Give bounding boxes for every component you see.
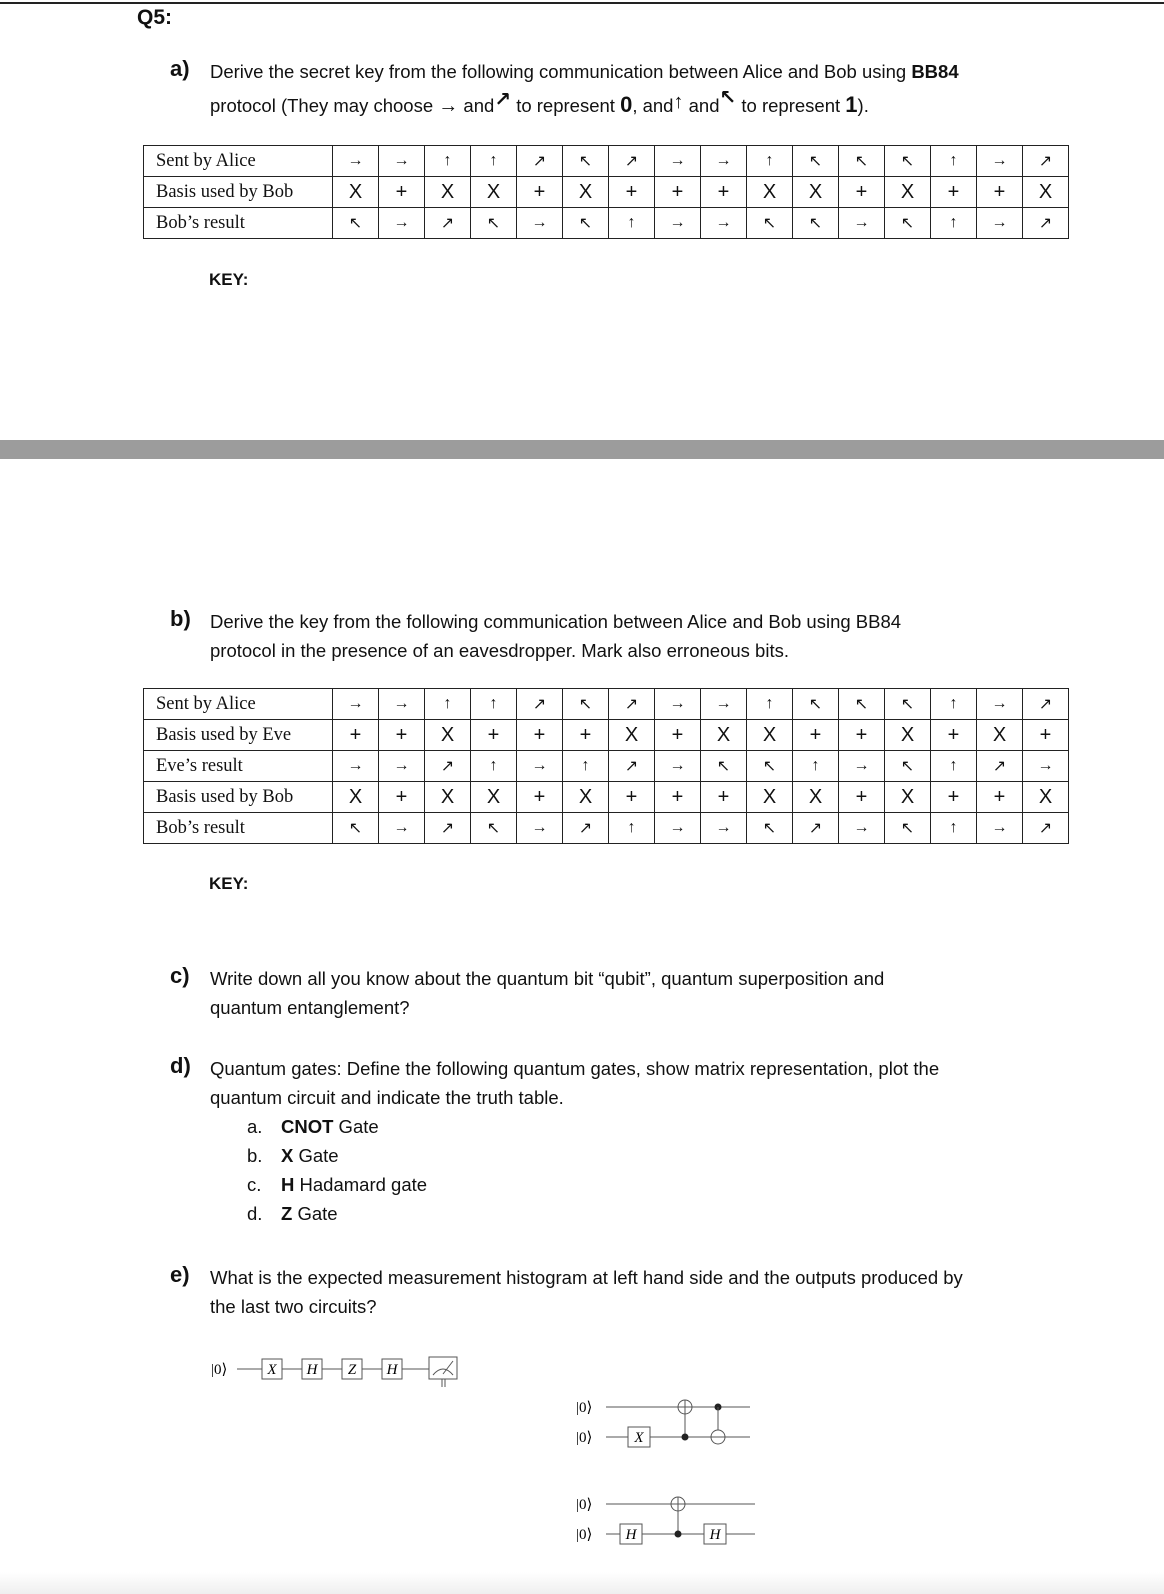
table-cell: → (701, 689, 747, 720)
and-word: and (458, 95, 495, 116)
table-cell: ↖ (747, 813, 793, 844)
measurement-meter-icon (429, 1357, 457, 1387)
table-cell: ↗ (425, 751, 471, 782)
table-cell: ↖ (885, 689, 931, 720)
table-cell: → (333, 146, 379, 177)
table-cell: X (885, 177, 931, 208)
part-e-line2: the last two circuits? (210, 1296, 377, 1317)
zero-bit: 0 (620, 92, 633, 117)
gate-h: H (386, 1362, 398, 1378)
table-cell: X (701, 720, 747, 751)
bottom-fade (0, 1572, 1164, 1594)
bb84-table-b (143, 688, 1069, 844)
table-cell: → (839, 208, 885, 239)
table-cell: + (655, 177, 701, 208)
table-cell: X (977, 720, 1023, 751)
table-cell: → (701, 813, 747, 844)
table-cell: ↗ (609, 146, 655, 177)
table-cell: ↗ (425, 813, 471, 844)
table-cell: + (839, 720, 885, 751)
part-a-text (210, 57, 1150, 121)
list-item: a. CNOT Gate (247, 1116, 379, 1137)
table-cell: X (747, 177, 793, 208)
table-cell: → (379, 813, 425, 844)
arrow-nw-icon: ↖ (719, 87, 737, 109)
list-item: c. H Hadamard gate (247, 1174, 428, 1195)
ket-zero: |0⟩ (576, 1400, 593, 1416)
table-cell: X (885, 782, 931, 813)
table-cell: ↖ (471, 813, 517, 844)
table-cell: + (931, 782, 977, 813)
table-cell: → (379, 146, 425, 177)
table-cell: → (333, 689, 379, 720)
table-row (144, 751, 1069, 782)
part-b-line2: protocol in the presence of an eavesdropper. Mark also erroneous bits. (210, 640, 789, 661)
table-cell: ↑ (931, 208, 977, 239)
gate-x: X (267, 1362, 277, 1378)
table-cell: → (701, 146, 747, 177)
part-c-line2: quantum entanglement? (210, 997, 410, 1018)
table-cell: X (563, 177, 609, 208)
gate-h: H (709, 1527, 721, 1543)
table-cell: → (839, 751, 885, 782)
table-cell: + (701, 782, 747, 813)
ket-zero: |0⟩ (576, 1527, 593, 1543)
table-cell: + (839, 782, 885, 813)
part-c-line1: Write down all you know about the quantum bit “qubit”, quantum superposition and (210, 968, 885, 989)
table-cell: → (333, 751, 379, 782)
table-cell: ↗ (609, 751, 655, 782)
table-cell: → (655, 751, 701, 782)
table-cell: ↖ (747, 208, 793, 239)
table-cell: + (655, 782, 701, 813)
table-cell: → (655, 813, 701, 844)
table-cell: X (425, 782, 471, 813)
table-cell: X (747, 720, 793, 751)
table-cell: ↑ (931, 689, 977, 720)
key-label-a: KEY: (209, 270, 249, 289)
table-cell: → (977, 208, 1023, 239)
table-cell: ↑ (609, 813, 655, 844)
table-cell: X (793, 782, 839, 813)
table-cell: X (471, 782, 517, 813)
row-label: Basis used by Eve (144, 720, 333, 751)
one-bit: 1 (845, 92, 858, 117)
table-row (144, 720, 1069, 751)
table-row (144, 208, 1069, 239)
gate-z: Z (347, 1362, 357, 1378)
row-label: Bob’s result (144, 813, 333, 844)
ket-zero: |0⟩ (211, 1362, 228, 1378)
table-cell: ↖ (333, 208, 379, 239)
part-a-line1: Derive the secret key from the following communication between Alice and Bob using (210, 61, 912, 82)
arrow-right-icon: → (438, 95, 459, 117)
table-cell: + (379, 177, 425, 208)
table-cell: ↑ (425, 146, 471, 177)
part-d-text (210, 1054, 1150, 1112)
gate-list (247, 1112, 427, 1228)
table-cell: + (1023, 720, 1069, 751)
table-cell: → (701, 208, 747, 239)
to-represent-zero: to represent (511, 95, 621, 116)
table-cell: X (609, 720, 655, 751)
table-cell: → (379, 689, 425, 720)
table-cell: + (931, 177, 977, 208)
part-d-line2: quantum circuit and indicate the truth table. (210, 1087, 564, 1108)
table-cell: + (471, 720, 517, 751)
table-cell: → (1023, 751, 1069, 782)
table-cell: → (517, 813, 563, 844)
table-cell: ↗ (609, 689, 655, 720)
table-cell: X (563, 782, 609, 813)
top-rule (0, 2, 1164, 4)
row-label: Sent by Alice (144, 146, 333, 177)
table-cell: ↗ (425, 208, 471, 239)
row-label: Basis used by Bob (144, 177, 333, 208)
key-label-b: KEY: (209, 874, 249, 893)
list-item: b. X Gate (247, 1145, 339, 1166)
table-cell: + (563, 720, 609, 751)
row-label: Sent by Alice (144, 689, 333, 720)
table-cell: X (1023, 177, 1069, 208)
list-item: d. Z Gate (247, 1203, 338, 1224)
table-cell: + (517, 782, 563, 813)
table-cell: ↑ (747, 146, 793, 177)
circuit-h-cnot-h (570, 1492, 770, 1552)
table-cell: ↑ (471, 146, 517, 177)
table-cell: X (1023, 782, 1069, 813)
table-cell: + (655, 720, 701, 751)
gate-x: X (634, 1430, 644, 1446)
table-cell: ↖ (885, 208, 931, 239)
arrow-ne-icon: ↗ (494, 89, 512, 111)
table-cell: ↖ (885, 146, 931, 177)
table-cell: ↖ (793, 146, 839, 177)
table-cell: ↑ (609, 208, 655, 239)
table-cell: X (793, 177, 839, 208)
table-cell: + (793, 720, 839, 751)
table-cell: ↑ (793, 751, 839, 782)
table-cell: + (931, 720, 977, 751)
table-cell: ↗ (977, 751, 1023, 782)
table-cell: → (977, 146, 1023, 177)
table-cell: ↑ (931, 751, 977, 782)
table-cell: ↗ (563, 813, 609, 844)
table-cell: → (517, 751, 563, 782)
table-cell: + (379, 782, 425, 813)
part-a-bb84: BB84 (911, 61, 959, 82)
table-cell: ↗ (517, 689, 563, 720)
row-label: Eve’s result (144, 751, 333, 782)
table-cell: + (517, 177, 563, 208)
table-cell: ↖ (885, 813, 931, 844)
table-cell: X (333, 177, 379, 208)
table-cell: X (333, 782, 379, 813)
table-cell: + (701, 177, 747, 208)
part-b-text (210, 607, 1150, 665)
table-cell: ↖ (471, 208, 517, 239)
table-cell: → (655, 208, 701, 239)
table-cell: ↑ (425, 689, 471, 720)
page-separator (0, 440, 1164, 459)
table-cell: ↖ (563, 208, 609, 239)
row-label: Bob’s result (144, 208, 333, 239)
table-row (144, 177, 1069, 208)
question-number: Q5: (137, 6, 173, 29)
table-cell: ↗ (1023, 208, 1069, 239)
table-cell: ↖ (563, 146, 609, 177)
part-c-letter: c) (170, 963, 190, 988)
table-cell: ↖ (885, 751, 931, 782)
table-row (144, 782, 1069, 813)
table-cell: ↖ (839, 146, 885, 177)
table-cell: ↑ (931, 146, 977, 177)
table-cell: X (425, 177, 471, 208)
table-cell: ↗ (1023, 689, 1069, 720)
table-cell: ↖ (701, 751, 747, 782)
table-cell: ↖ (747, 751, 793, 782)
table-cell: + (977, 177, 1023, 208)
table-cell: ↑ (747, 689, 793, 720)
table-cell: ↖ (793, 208, 839, 239)
table-cell: ↗ (517, 146, 563, 177)
table-cell: + (839, 177, 885, 208)
table-cell: → (977, 813, 1023, 844)
ket-zero: |0⟩ (576, 1430, 593, 1446)
table-cell: → (977, 689, 1023, 720)
table-cell: → (379, 208, 425, 239)
table-cell: ↗ (793, 813, 839, 844)
table-cell: → (655, 146, 701, 177)
table-cell: ↖ (333, 813, 379, 844)
part-e-text (210, 1263, 1150, 1321)
table-cell: X (885, 720, 931, 751)
and-word: , and (632, 95, 674, 116)
table-cell: + (609, 782, 655, 813)
table-cell: + (379, 720, 425, 751)
table-cell: X (425, 720, 471, 751)
bb84-table-a (143, 145, 1069, 239)
table-cell: → (379, 751, 425, 782)
part-a-line2: protocol (They may choose (210, 95, 439, 116)
table-cell: ↖ (793, 689, 839, 720)
part-e-line1: What is the expected measurement histogram at left hand side and the outputs produced by (210, 1267, 963, 1288)
table-cell: → (839, 813, 885, 844)
table-cell: X (747, 782, 793, 813)
circuit-single-qubit (205, 1353, 485, 1393)
table-cell: ↑ (563, 751, 609, 782)
and-word: and (683, 95, 720, 116)
table-cell: → (655, 689, 701, 720)
part-b-line1: Derive the key from the following communication between Alice and Bob using BB84 (210, 611, 902, 632)
table-cell: + (609, 177, 655, 208)
table-cell: ↑ (471, 751, 517, 782)
table-cell: + (977, 782, 1023, 813)
part-a-letter: a) (170, 56, 190, 81)
cnot-gate-2 (711, 1404, 725, 1445)
table-row (144, 146, 1069, 177)
table-cell: X (471, 177, 517, 208)
part-c-text (210, 964, 1150, 1022)
table-cell: ↗ (1023, 813, 1069, 844)
cnot-gate-1 (678, 1400, 692, 1441)
table-row (144, 689, 1069, 720)
arrow-up-icon: ↑ (673, 91, 684, 113)
part-d-letter: d) (170, 1053, 191, 1078)
part-b-letter: b) (170, 606, 191, 631)
part-d-line1: Quantum gates: Define the following quantum gates, show matrix representation, plot the (210, 1058, 940, 1079)
ket-zero: |0⟩ (576, 1497, 593, 1513)
table-cell: + (517, 720, 563, 751)
table-cell: ↖ (563, 689, 609, 720)
table-cell: → (517, 208, 563, 239)
part-e-letter: e) (170, 1262, 190, 1287)
gate-h: H (625, 1527, 637, 1543)
gate-h: H (306, 1362, 318, 1378)
table-cell: ↖ (839, 689, 885, 720)
table-row (144, 813, 1069, 844)
table-cell: ↑ (471, 689, 517, 720)
table-cell: ↑ (931, 813, 977, 844)
table-cell: + (333, 720, 379, 751)
circuit-double-cnot (570, 1395, 760, 1455)
row-label: Basis used by Bob (144, 782, 333, 813)
table-cell: ↗ (1023, 146, 1069, 177)
close-paren: ). (857, 95, 869, 116)
cnot-gate (671, 1497, 685, 1538)
to-represent-one: to represent (736, 95, 846, 116)
